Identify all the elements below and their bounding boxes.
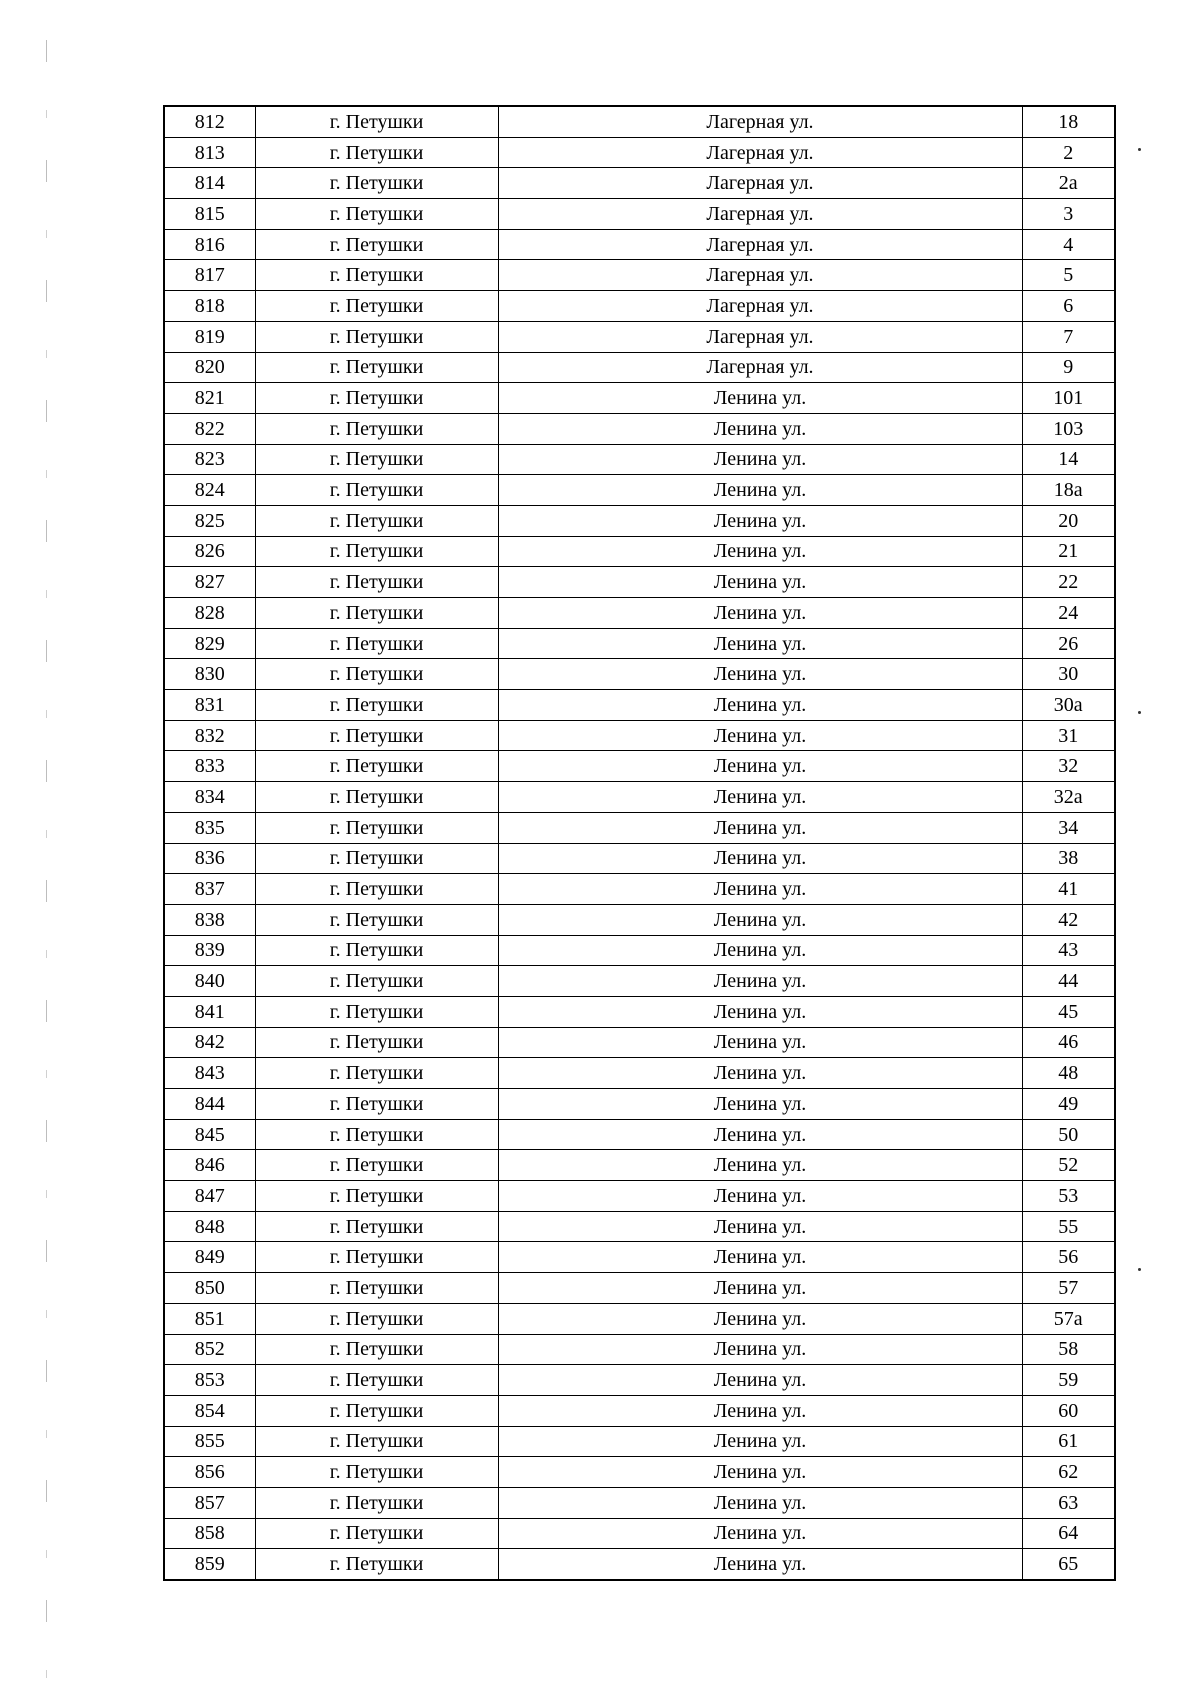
row-number-cell: 859 [164,1549,255,1580]
city-cell: г. Петушки [255,1119,498,1150]
house-number-cell: 3 [1022,199,1115,230]
table-row [164,1457,1115,1488]
table-row [164,1058,1115,1089]
street-cell: Лагерная ул. [498,291,1022,322]
row-number-cell: 854 [164,1395,255,1426]
city-cell: г. Петушки [255,782,498,813]
row-number-cell: 836 [164,843,255,874]
house-number-cell: 60 [1022,1395,1115,1426]
city-cell: г. Петушки [255,996,498,1027]
street-cell: Ленина ул. [498,1058,1022,1089]
row-number-cell: 822 [164,413,255,444]
table-row [164,598,1115,629]
street-cell: Ленина ул. [498,567,1022,598]
city-cell: г. Петушки [255,1150,498,1181]
street-cell: Ленина ул. [498,1365,1022,1396]
city-cell: г. Петушки [255,874,498,905]
street-cell: Ленина ул. [498,812,1022,843]
city-cell: г. Петушки [255,966,498,997]
street-cell: Лагерная ул. [498,168,1022,199]
row-number-cell: 820 [164,352,255,383]
table-row [164,106,1115,137]
city-cell: г. Петушки [255,413,498,444]
table-row [164,843,1115,874]
house-number-cell: 46 [1022,1027,1115,1058]
street-cell: Ленина ул. [498,1089,1022,1120]
table-row [164,1303,1115,1334]
table-row [164,536,1115,567]
house-number-cell: 53 [1022,1181,1115,1212]
city-cell: г. Петушки [255,505,498,536]
street-cell: Лагерная ул. [498,352,1022,383]
table-row [164,1150,1115,1181]
scan-speck [1138,711,1141,714]
table-row [164,444,1115,475]
scan-speck [1138,1268,1141,1271]
row-number-cell: 835 [164,812,255,843]
street-cell: Ленина ул. [498,966,1022,997]
house-number-cell: 58 [1022,1334,1115,1365]
city-cell: г. Петушки [255,1027,498,1058]
house-number-cell: 7 [1022,321,1115,352]
table-row [164,812,1115,843]
row-number-cell: 858 [164,1518,255,1549]
street-cell: Ленина ул. [498,1395,1022,1426]
city-cell: г. Петушки [255,352,498,383]
city-cell: г. Петушки [255,598,498,629]
table-row [164,1181,1115,1212]
table-row [164,1426,1115,1457]
house-number-cell: 62 [1022,1457,1115,1488]
row-number-cell: 821 [164,383,255,414]
city-cell: г. Петушки [255,106,498,137]
table-row [164,1334,1115,1365]
row-number-cell: 827 [164,567,255,598]
street-cell: Лагерная ул. [498,260,1022,291]
table-row [164,628,1115,659]
table-row [164,260,1115,291]
house-number-cell: 57а [1022,1303,1115,1334]
city-cell: г. Петушки [255,321,498,352]
house-number-cell: 55 [1022,1211,1115,1242]
house-number-cell: 34 [1022,812,1115,843]
city-cell: г. Петушки [255,812,498,843]
table-row [164,1119,1115,1150]
street-cell: Ленина ул. [498,1181,1022,1212]
city-cell: г. Петушки [255,1426,498,1457]
city-cell: г. Петушки [255,383,498,414]
street-cell: Ленина ул. [498,475,1022,506]
city-cell: г. Петушки [255,1089,498,1120]
row-number-cell: 841 [164,996,255,1027]
street-cell: Ленина ул. [498,1518,1022,1549]
row-number-cell: 830 [164,659,255,690]
street-cell: Ленина ул. [498,874,1022,905]
street-cell: Ленина ул. [498,659,1022,690]
row-number-cell: 852 [164,1334,255,1365]
house-number-cell: 32 [1022,751,1115,782]
street-cell: Ленина ул. [498,904,1022,935]
street-cell: Ленина ул. [498,720,1022,751]
row-number-cell: 817 [164,260,255,291]
city-cell: г. Петушки [255,1365,498,1396]
row-number-cell: 816 [164,229,255,260]
table-row [164,966,1115,997]
city-cell: г. Петушки [255,229,498,260]
row-number-cell: 843 [164,1058,255,1089]
street-cell: Ленина ул. [498,1211,1022,1242]
city-cell: г. Петушки [255,137,498,168]
row-number-cell: 833 [164,751,255,782]
table-row [164,199,1115,230]
row-number-cell: 814 [164,168,255,199]
row-number-cell: 850 [164,1273,255,1304]
scan-speck [1138,148,1141,151]
house-number-cell: 61 [1022,1426,1115,1457]
street-cell: Ленина ул. [498,751,1022,782]
house-number-cell: 21 [1022,536,1115,567]
street-cell: Ленина ул. [498,782,1022,813]
row-number-cell: 826 [164,536,255,567]
row-number-cell: 812 [164,106,255,137]
city-cell: г. Петушки [255,659,498,690]
house-number-cell: 30 [1022,659,1115,690]
row-number-cell: 855 [164,1426,255,1457]
table-row [164,935,1115,966]
house-number-cell: 30а [1022,690,1115,721]
row-number-cell: 849 [164,1242,255,1273]
row-number-cell: 840 [164,966,255,997]
street-cell: Ленина ул. [498,383,1022,414]
house-number-cell: 18 [1022,106,1115,137]
table-row [164,1365,1115,1396]
city-cell: г. Петушки [255,199,498,230]
house-number-cell: 50 [1022,1119,1115,1150]
city-cell: г. Петушки [255,628,498,659]
city-cell: г. Петушки [255,1395,498,1426]
house-number-cell: 4 [1022,229,1115,260]
street-cell: Лагерная ул. [498,229,1022,260]
row-number-cell: 838 [164,904,255,935]
row-number-cell: 847 [164,1181,255,1212]
house-number-cell: 56 [1022,1242,1115,1273]
house-number-cell: 45 [1022,996,1115,1027]
table-row [164,352,1115,383]
table-row [164,321,1115,352]
table-row [164,690,1115,721]
table-row [164,291,1115,322]
row-number-cell: 844 [164,1089,255,1120]
street-cell: Ленина ул. [498,1426,1022,1457]
table-row [164,505,1115,536]
row-number-cell: 853 [164,1365,255,1396]
city-cell: г. Петушки [255,720,498,751]
house-number-cell: 41 [1022,874,1115,905]
house-number-cell: 9 [1022,352,1115,383]
street-cell: Ленина ул. [498,1150,1022,1181]
table-row [164,567,1115,598]
row-number-cell: 839 [164,935,255,966]
city-cell: г. Петушки [255,690,498,721]
table-row [164,1211,1115,1242]
row-number-cell: 837 [164,874,255,905]
table-row [164,1487,1115,1518]
table-row [164,904,1115,935]
house-number-cell: 65 [1022,1549,1115,1580]
row-number-cell: 832 [164,720,255,751]
address-table [163,105,1116,1581]
row-number-cell: 828 [164,598,255,629]
house-number-cell: 5 [1022,260,1115,291]
street-cell: Ленина ул. [498,935,1022,966]
row-number-cell: 815 [164,199,255,230]
house-number-cell: 26 [1022,628,1115,659]
row-number-cell: 842 [164,1027,255,1058]
street-cell: Лагерная ул. [498,137,1022,168]
row-number-cell: 856 [164,1457,255,1488]
house-number-cell: 18а [1022,475,1115,506]
row-number-cell: 845 [164,1119,255,1150]
street-cell: Ленина ул. [498,1242,1022,1273]
house-number-cell: 59 [1022,1365,1115,1396]
city-cell: г. Петушки [255,168,498,199]
table-row [164,413,1115,444]
city-cell: г. Петушки [255,1181,498,1212]
house-number-cell: 20 [1022,505,1115,536]
table-row [164,874,1115,905]
table-row [164,475,1115,506]
city-cell: г. Петушки [255,1487,498,1518]
table-row [164,1395,1115,1426]
row-number-cell: 851 [164,1303,255,1334]
row-number-cell: 818 [164,291,255,322]
house-number-cell: 43 [1022,935,1115,966]
city-cell: г. Петушки [255,1549,498,1580]
street-cell: Ленина ул. [498,1273,1022,1304]
row-number-cell: 819 [164,321,255,352]
street-cell: Ленина ул. [498,444,1022,475]
table-row [164,1518,1115,1549]
street-cell: Ленина ул. [498,690,1022,721]
street-cell: Ленина ул. [498,996,1022,1027]
house-number-cell: 6 [1022,291,1115,322]
street-cell: Ленина ул. [498,536,1022,567]
house-number-cell: 38 [1022,843,1115,874]
table-row [164,782,1115,813]
street-cell: Ленина ул. [498,628,1022,659]
row-number-cell: 823 [164,444,255,475]
city-cell: г. Петушки [255,1303,498,1334]
table-row [164,1242,1115,1273]
table-row [164,1549,1115,1580]
table-row [164,751,1115,782]
house-number-cell: 42 [1022,904,1115,935]
house-number-cell: 2 [1022,137,1115,168]
city-cell: г. Петушки [255,444,498,475]
city-cell: г. Петушки [255,904,498,935]
street-cell: Ленина ул. [498,843,1022,874]
table-row [164,137,1115,168]
row-number-cell: 813 [164,137,255,168]
scan-edge-artifact [46,40,47,1680]
table-row [164,1273,1115,1304]
city-cell: г. Петушки [255,1457,498,1488]
city-cell: г. Петушки [255,1273,498,1304]
table-row [164,720,1115,751]
table-row [164,168,1115,199]
table-row [164,229,1115,260]
row-number-cell: 829 [164,628,255,659]
street-cell: Лагерная ул. [498,199,1022,230]
house-number-cell: 14 [1022,444,1115,475]
street-cell: Ленина ул. [498,1027,1022,1058]
row-number-cell: 848 [164,1211,255,1242]
street-cell: Ленина ул. [498,1549,1022,1580]
city-cell: г. Петушки [255,260,498,291]
house-number-cell: 49 [1022,1089,1115,1120]
house-number-cell: 63 [1022,1487,1115,1518]
table-row [164,1089,1115,1120]
house-number-cell: 64 [1022,1518,1115,1549]
row-number-cell: 831 [164,690,255,721]
city-cell: г. Петушки [255,1211,498,1242]
street-cell: Ленина ул. [498,1457,1022,1488]
city-cell: г. Петушки [255,291,498,322]
row-number-cell: 824 [164,475,255,506]
street-cell: Ленина ул. [498,1334,1022,1365]
city-cell: г. Петушки [255,843,498,874]
house-number-cell: 32а [1022,782,1115,813]
house-number-cell: 22 [1022,567,1115,598]
house-number-cell: 48 [1022,1058,1115,1089]
street-cell: Ленина ул. [498,1119,1022,1150]
street-cell: Ленина ул. [498,413,1022,444]
street-cell: Лагерная ул. [498,106,1022,137]
address-table-body [164,106,1115,1580]
row-number-cell: 857 [164,1487,255,1518]
row-number-cell: 846 [164,1150,255,1181]
row-number-cell: 834 [164,782,255,813]
house-number-cell: 2а [1022,168,1115,199]
table-row [164,1027,1115,1058]
street-cell: Лагерная ул. [498,321,1022,352]
city-cell: г. Петушки [255,536,498,567]
house-number-cell: 57 [1022,1273,1115,1304]
row-number-cell: 825 [164,505,255,536]
table-row [164,996,1115,1027]
house-number-cell: 31 [1022,720,1115,751]
city-cell: г. Петушки [255,1518,498,1549]
city-cell: г. Петушки [255,567,498,598]
house-number-cell: 44 [1022,966,1115,997]
house-number-cell: 101 [1022,383,1115,414]
city-cell: г. Петушки [255,1058,498,1089]
street-cell: Ленина ул. [498,505,1022,536]
house-number-cell: 103 [1022,413,1115,444]
street-cell: Ленина ул. [498,598,1022,629]
city-cell: г. Петушки [255,1334,498,1365]
street-cell: Ленина ул. [498,1303,1022,1334]
house-number-cell: 52 [1022,1150,1115,1181]
city-cell: г. Петушки [255,475,498,506]
house-number-cell: 24 [1022,598,1115,629]
street-cell: Ленина ул. [498,1487,1022,1518]
table-row [164,659,1115,690]
city-cell: г. Петушки [255,1242,498,1273]
table-row [164,383,1115,414]
city-cell: г. Петушки [255,935,498,966]
city-cell: г. Петушки [255,751,498,782]
